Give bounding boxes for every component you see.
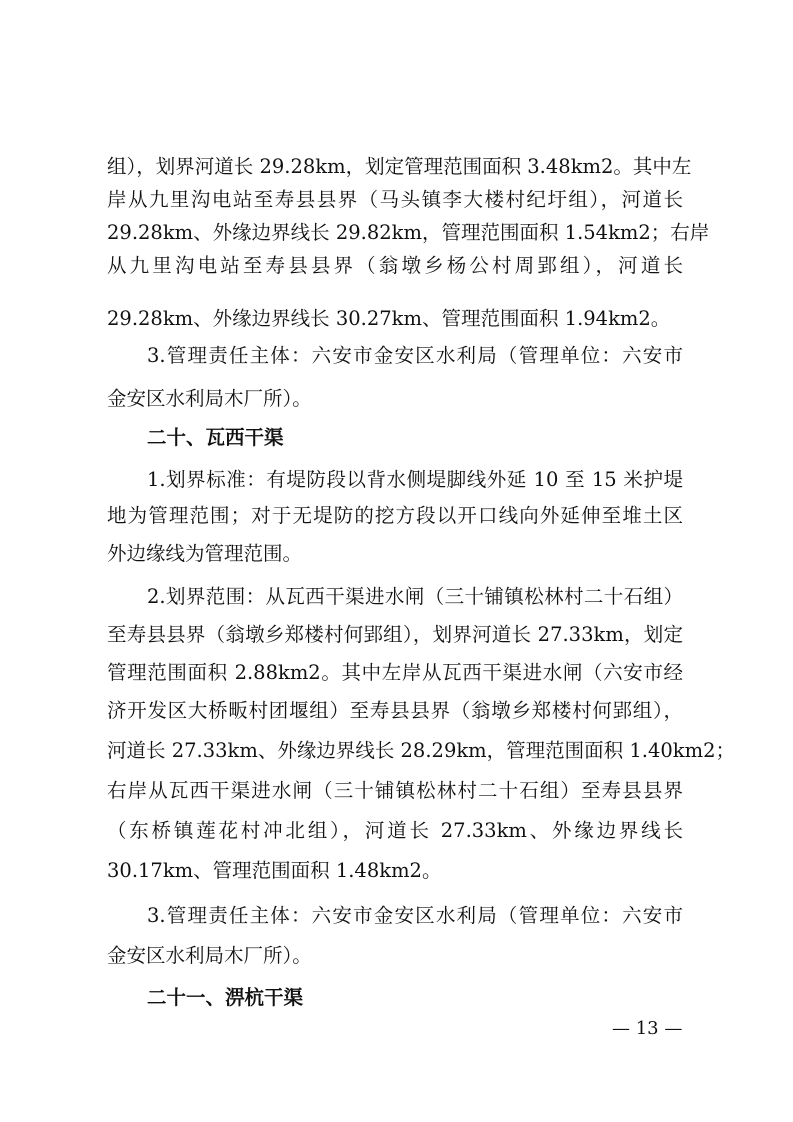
paragraph-line: 29.28km、外缘边界线长 29.82km，管理范围面积 1.54km2；右岸 (107, 221, 710, 244)
paragraph-line: 2.划界范围：从瓦西干渠进水闸（三十铺镇松林村二十石组） (147, 585, 683, 608)
page-number: — 13 — (612, 1018, 683, 1039)
paragraph-line: 组），划界河道长 29.28km，划定管理范围面积 3.48km2。其中左 (107, 155, 692, 178)
paragraph-line: 济开发区大桥畈村团堰组）至寿县县界（翁墩乡郑楼村何郢组）， (107, 699, 683, 722)
paragraph-line: 至寿县县界（翁墩乡郑楼村何郢组），划界河道长 27.33km，划定 (107, 623, 683, 646)
paragraph-line: 金安区水利局木厂所）。 (107, 944, 312, 967)
paragraph-line: （东桥镇莲花村冲北组），河道长 27.33km、外缘边界线长 (107, 819, 683, 842)
paragraph-line: 从九里沟电站至寿县县界（翁墩乡杨公村周郢组），河道长 (107, 254, 683, 277)
paragraph-line: 1.划界标准：有堤防段以背水侧堤脚线外延 10 至 15 米护堤 (147, 468, 683, 491)
paragraph-line: 29.28km、外缘边界线长 30.27km、管理范围面积 1.94km2。 (107, 307, 671, 330)
paragraph-line: 30.17km、管理范围面积 1.48km2。 (107, 859, 442, 882)
paragraph-line: 3.管理责任主体：六安市金安区水利局（管理单位：六安市 (147, 344, 683, 367)
paragraph-line: 河道长 27.33km、外缘边界线长 28.29km，管理范围面积 1.40km2； (107, 739, 735, 762)
paragraph-line: 金安区水利局木厂所）。 (107, 387, 312, 410)
paragraph-line: 右岸从瓦西干渠进水闸（三十铺镇松林村二十石组）至寿县县界 (107, 779, 683, 802)
paragraph-line: 3.管理责任主体：六安市金安区水利局（管理单位：六安市 (147, 904, 683, 927)
paragraph-line: 外边缘线为管理范围。 (107, 542, 303, 565)
paragraph-line: 地为管理范围；对于无堤防的挖方段以开口线向外延伸至堆土区 (107, 504, 683, 527)
section-heading: 二十、瓦西干渠 (147, 426, 284, 449)
paragraph-line: 管理范围面积 2.88km2。其中左岸从瓦西干渠进水闸（六安市经 (107, 661, 683, 684)
paragraph-line: 岸从九里沟电站至寿县县界（马头镇李大楼村纪圩组），河道长 (107, 188, 683, 211)
section-heading: 二十一、淠杭干渠 (147, 986, 304, 1009)
